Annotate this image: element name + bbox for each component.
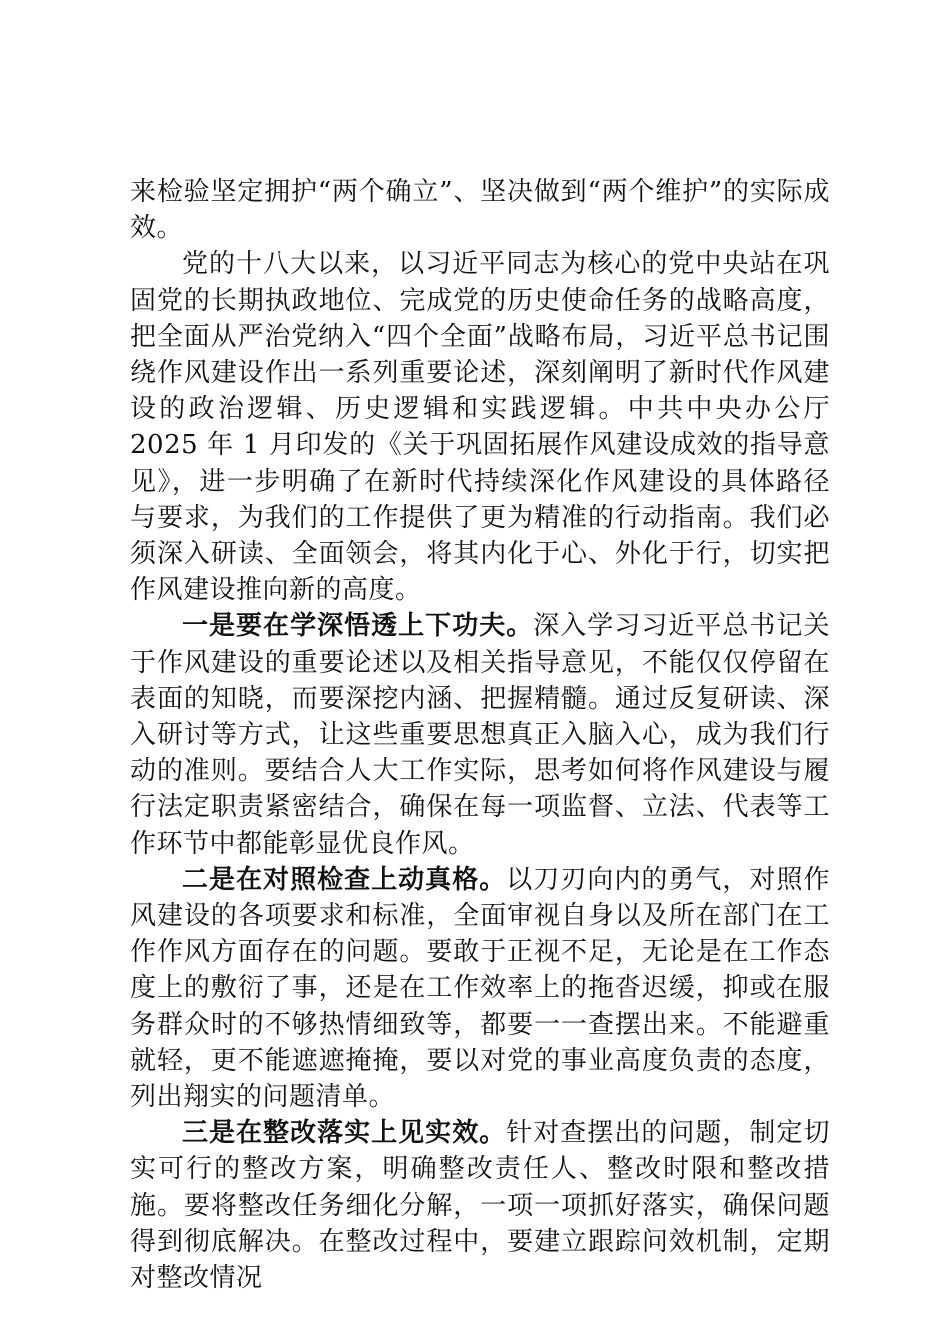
paragraph-1 (130, 174, 830, 246)
paragraph-3-lead: 一是要在学深悟透上下功夫。 (182, 611, 534, 642)
paragraph-3-text: 深入学习习近平总书记关于作风建设的重要论述以及相关指导意见，不能仅仅停留在表面的知晓，而要深挖内涵、把握精髓。通过反复研读、深入研讨等方式，让这些重要思想真正入脑入心，成为我们行动的准则。要结合人大工作实际，思考如何将作风建设与履行法定职责紧密结合，确保在每一项监督、立法、代表等工作环节中都能彰显优良作风。 (130, 611, 830, 859)
paragraph-1-text: 来检验坚定拥护“两个确立”、坚决做到“两个维护”的实际成效。 (130, 177, 830, 244)
paragraph-4 (130, 862, 830, 1115)
paragraph-4-lead: 二是在对照检查上动真格。 (182, 864, 507, 895)
document-body (130, 174, 830, 1296)
paragraph-2-text: 党的十八大以来，以习近平同志为核心的党中央站在巩固党的长期执政地位、完成党的历史使命任务的战略高度，把全面从严治党纳入“四个全面”战略布局，习近平总书记围绕作风建设作出一系列重要论述，深刻阐明了新时代作风建设的政治逻辑、历史逻辑和实践逻辑。中共中央办公厅 2025 年 1 月印发的《关于巩固拓展作风建设成效的指导意见》，进一步明确了在新时代持续深化作风建设的具体路径与要求，为我们的工作提供了更为精准的行动指南。我们必须深入研读、全面领会，将其内化于心、外化于行，切实把作风建设推向新的高度。 (130, 249, 830, 606)
paragraph-5-lead: 三是在整改落实上见实效。 (182, 1118, 507, 1149)
paragraph-4-text: 以刀刃向内的勇气，对照作风建设的各项要求和标准，全面审视自身以及所在部门在工作作风方面存在的问题。要敢于正视不足，无论是在工作态度上的敷衍了事，还是在工作效率上的拖沓迟缓，抑或在服务群众时的不够热情细致等，都要一一查摆出来。不能避重就轻，更不能遮遮掩掩，要以对党的事业高度负责的态度，列出翔实的问题清单。 (130, 864, 830, 1113)
paragraph-2 (130, 246, 830, 608)
paragraph-5-text: 针对查摆出的问题，制定切实可行的整改方案，明确整改责任人、整改时限和整改措施。要将整改任务细化分解，一项一项抓好落实，确保问题得到彻底解决。在整改过程中，要建立跟踪问效机制，定期对整改情况 (130, 1118, 830, 1294)
paragraph-5 (130, 1115, 830, 1296)
paragraph-3 (130, 608, 830, 861)
